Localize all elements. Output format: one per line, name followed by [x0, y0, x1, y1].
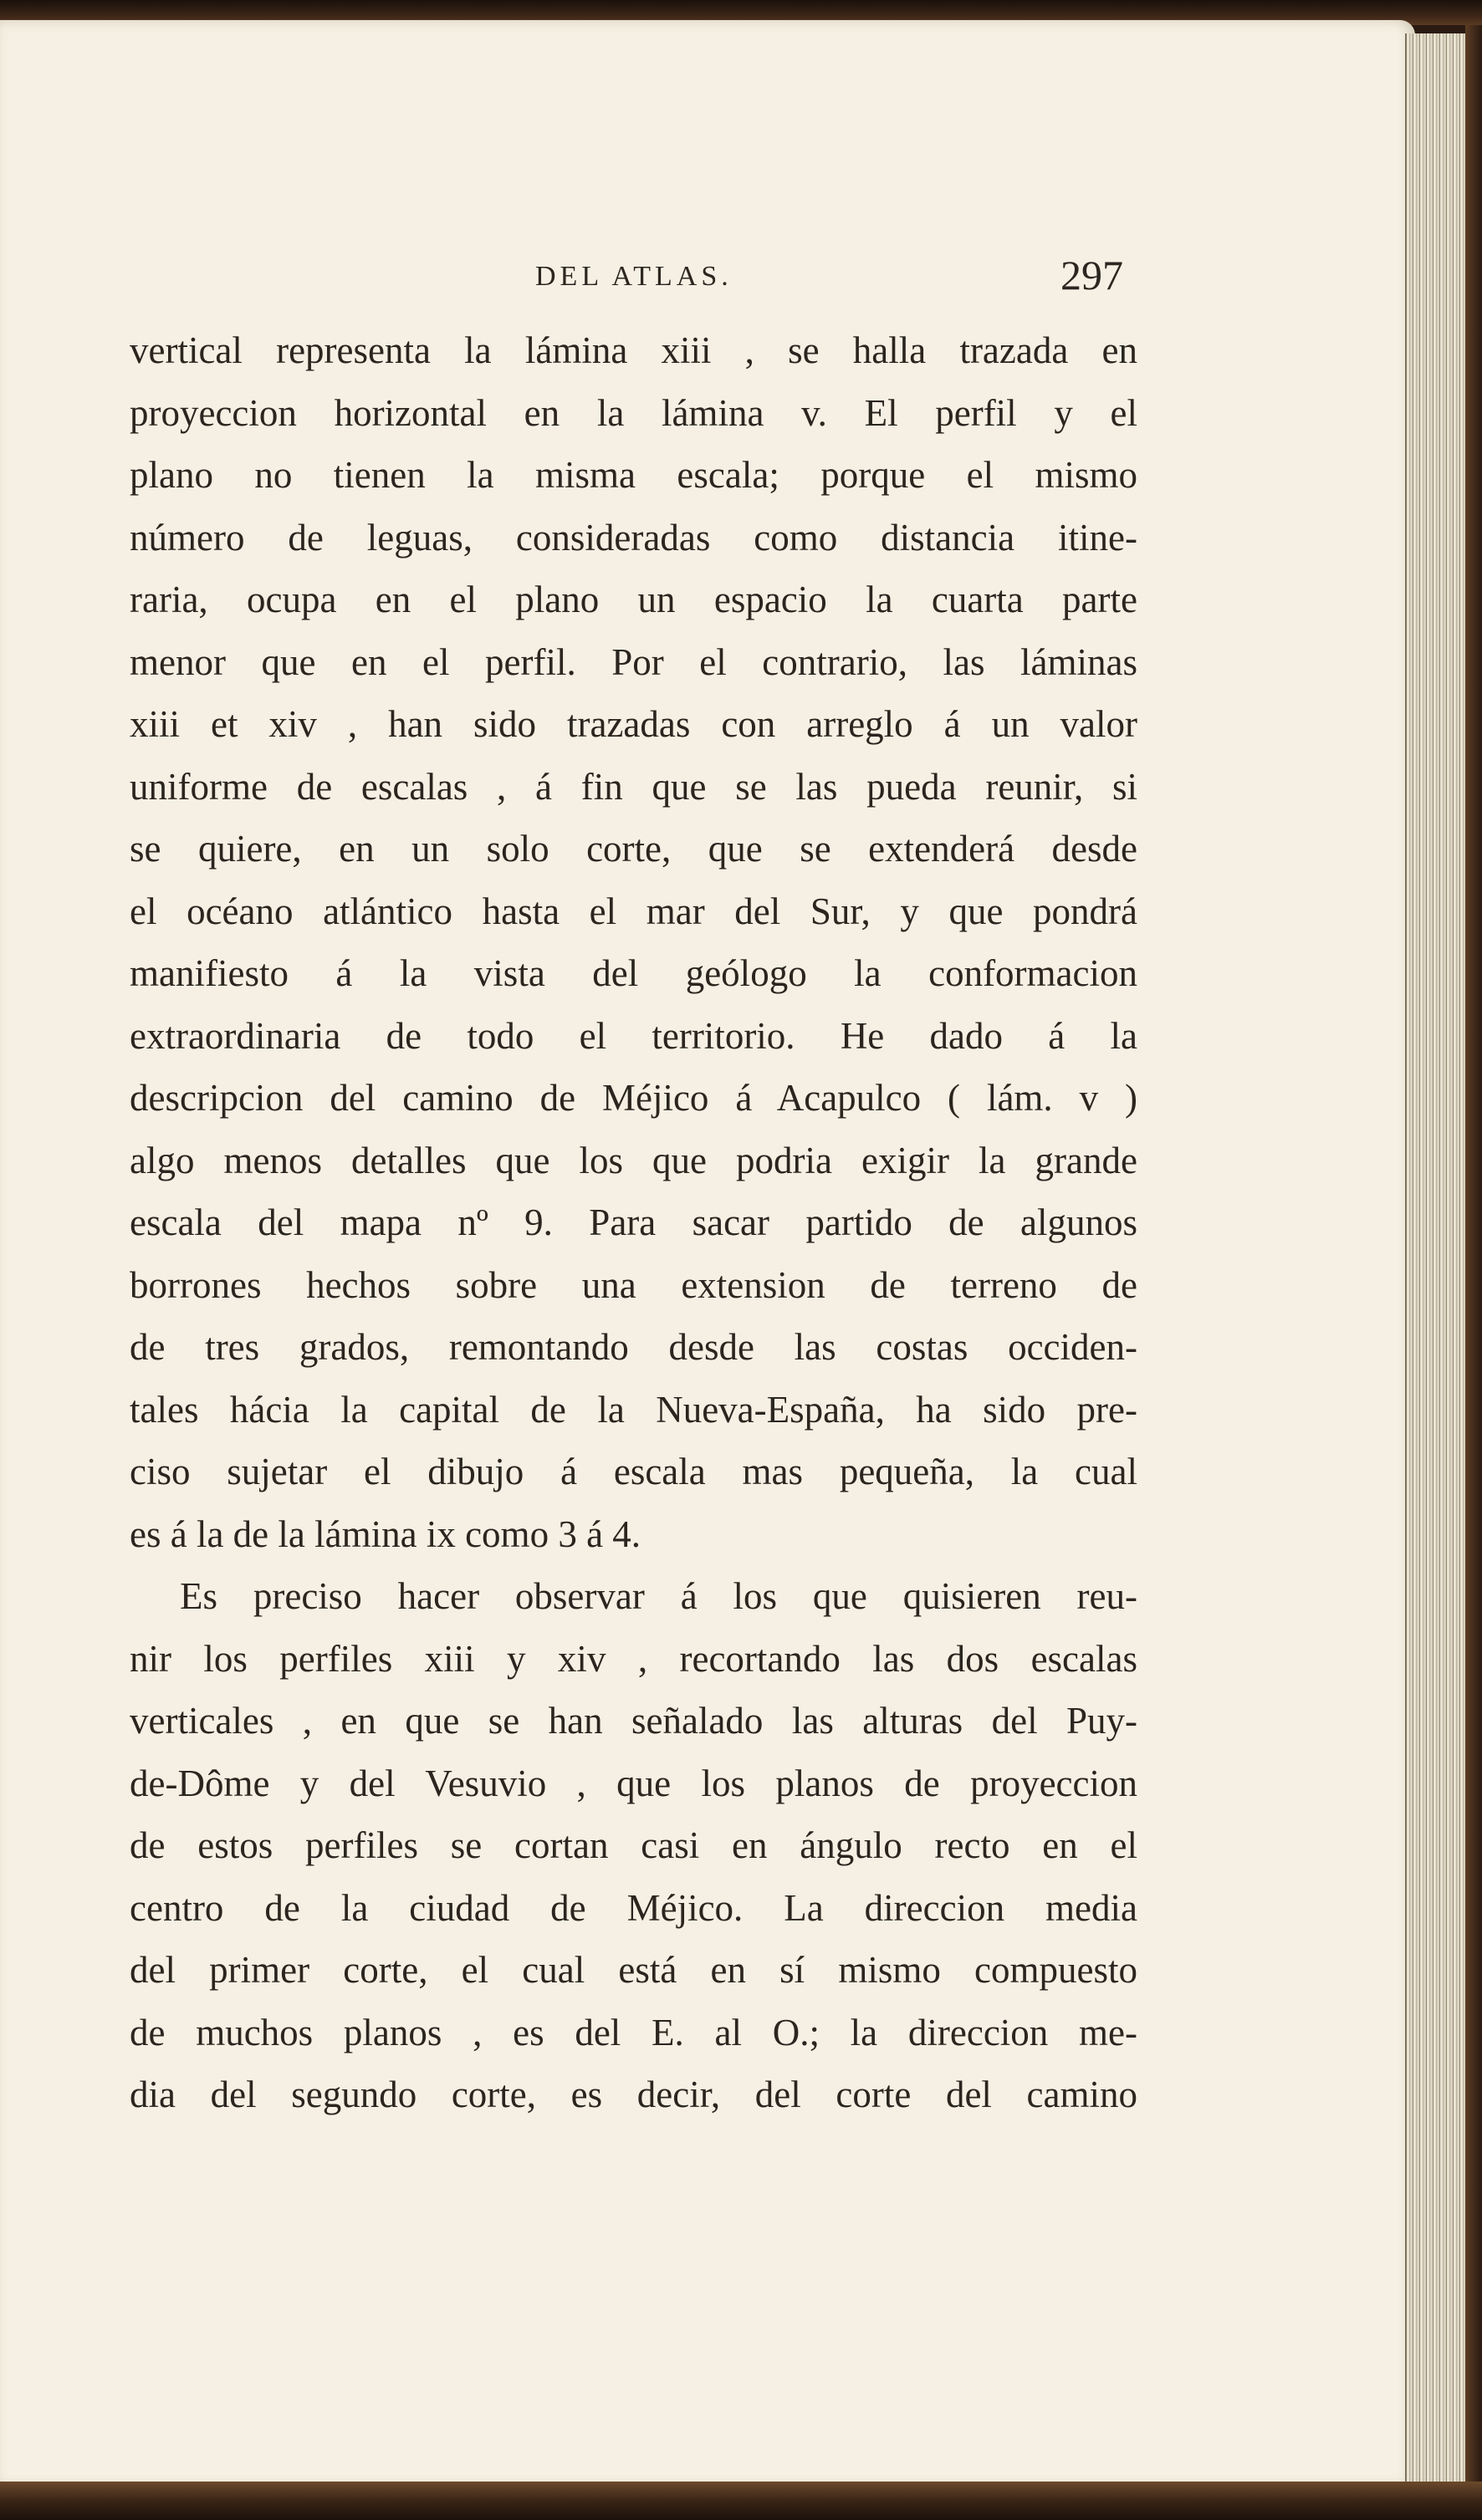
- text-line: extraordinaria de todo el territorio. He dado á la: [130, 1014, 1137, 1057]
- text-line: de estos perfiles se cortan casi en ángulo recto en el: [130, 1824, 1137, 1866]
- text-line: escala del mapa nº 9. Para sacar partido de algunos: [130, 1201, 1137, 1243]
- paragraph-first-line: Es preciso hacer observar á los que quisieren reu-: [180, 1575, 1137, 1617]
- text-line: del primer corte, el cual está en sí mismo compuesto: [130, 1949, 1137, 1991]
- text-line: plano no tienen la misma escala; porque el mismo: [130, 454, 1137, 496]
- text-line: de-Dôme y del Vesuvio , que los planos de proyeccion: [130, 1762, 1137, 1804]
- text-line: algo menos detalles que los que podria exigir la grande: [130, 1139, 1137, 1181]
- text-line: xiii et xiv , han sido trazadas con arreglo á un valor: [130, 703, 1137, 745]
- text-line: número de leguas, consideradas como distancia itine-: [130, 516, 1137, 559]
- text-line: dia del segundo corte, es decir, del corte del camino: [130, 2074, 1137, 2115]
- text-line: raria, ocupa en el plano un espacio la cuarta parte: [130, 579, 1137, 620]
- text-line: vertical representa la lámina xiii , se halla trazada en: [130, 329, 1137, 371]
- text-line: de tres grados, remontando desde las costas occiden-: [130, 1326, 1137, 1368]
- text-line: nir los perfiles xiii y xiv , recortando las dos escalas: [130, 1637, 1137, 1680]
- body-text: [130, 319, 1137, 2126]
- page-number: 297: [1060, 252, 1123, 298]
- text-line: descripcion del camino de Méjico á Acapulco ( lám. v ): [130, 1077, 1137, 1119]
- text-line: tales hácia la capital de la Nueva-España, ha sido pre-: [130, 1388, 1137, 1431]
- text-line: se quiere, en un solo corte, que se extenderá desde: [130, 828, 1137, 870]
- book-cover-bottom-edge: [0, 2482, 1482, 2520]
- book-cover-right-edge: [1465, 25, 1482, 2483]
- text-line: centro de la ciudad de Méjico. La direccion media: [130, 1886, 1137, 1929]
- text-line: borrones hechos sobre una extension de terreno de: [130, 1263, 1137, 1306]
- running-head: DEL ATLAS.: [535, 261, 733, 292]
- text-line: de muchos planos , es del E. al O.; la direccion me-: [130, 2011, 1137, 2053]
- text-line: manifiesto á la vista del geólogo la conformacion: [130, 952, 1137, 994]
- text-line: verticales , en que se han señalado las alturas del Puy-: [130, 1700, 1137, 1742]
- text-line: uniforme de escalas , á fin que se las pueda reunir, si: [130, 765, 1137, 808]
- page-header: [0, 251, 1415, 301]
- text-line: proyeccion horizontal en la lámina v. El perfil y el: [130, 391, 1137, 434]
- text-line: el océano atlántico hasta el mar del Sur, y que pondrá: [130, 890, 1137, 932]
- text-line: ciso sujetar el dibujo á escala mas pequeña, la cual: [130, 1451, 1137, 1492]
- paragraph-last-line: es á la de la lámina ix como 3 á 4.: [130, 1513, 641, 1555]
- text-line: menor que en el perfil. Por el contrario, las láminas: [130, 640, 1137, 683]
